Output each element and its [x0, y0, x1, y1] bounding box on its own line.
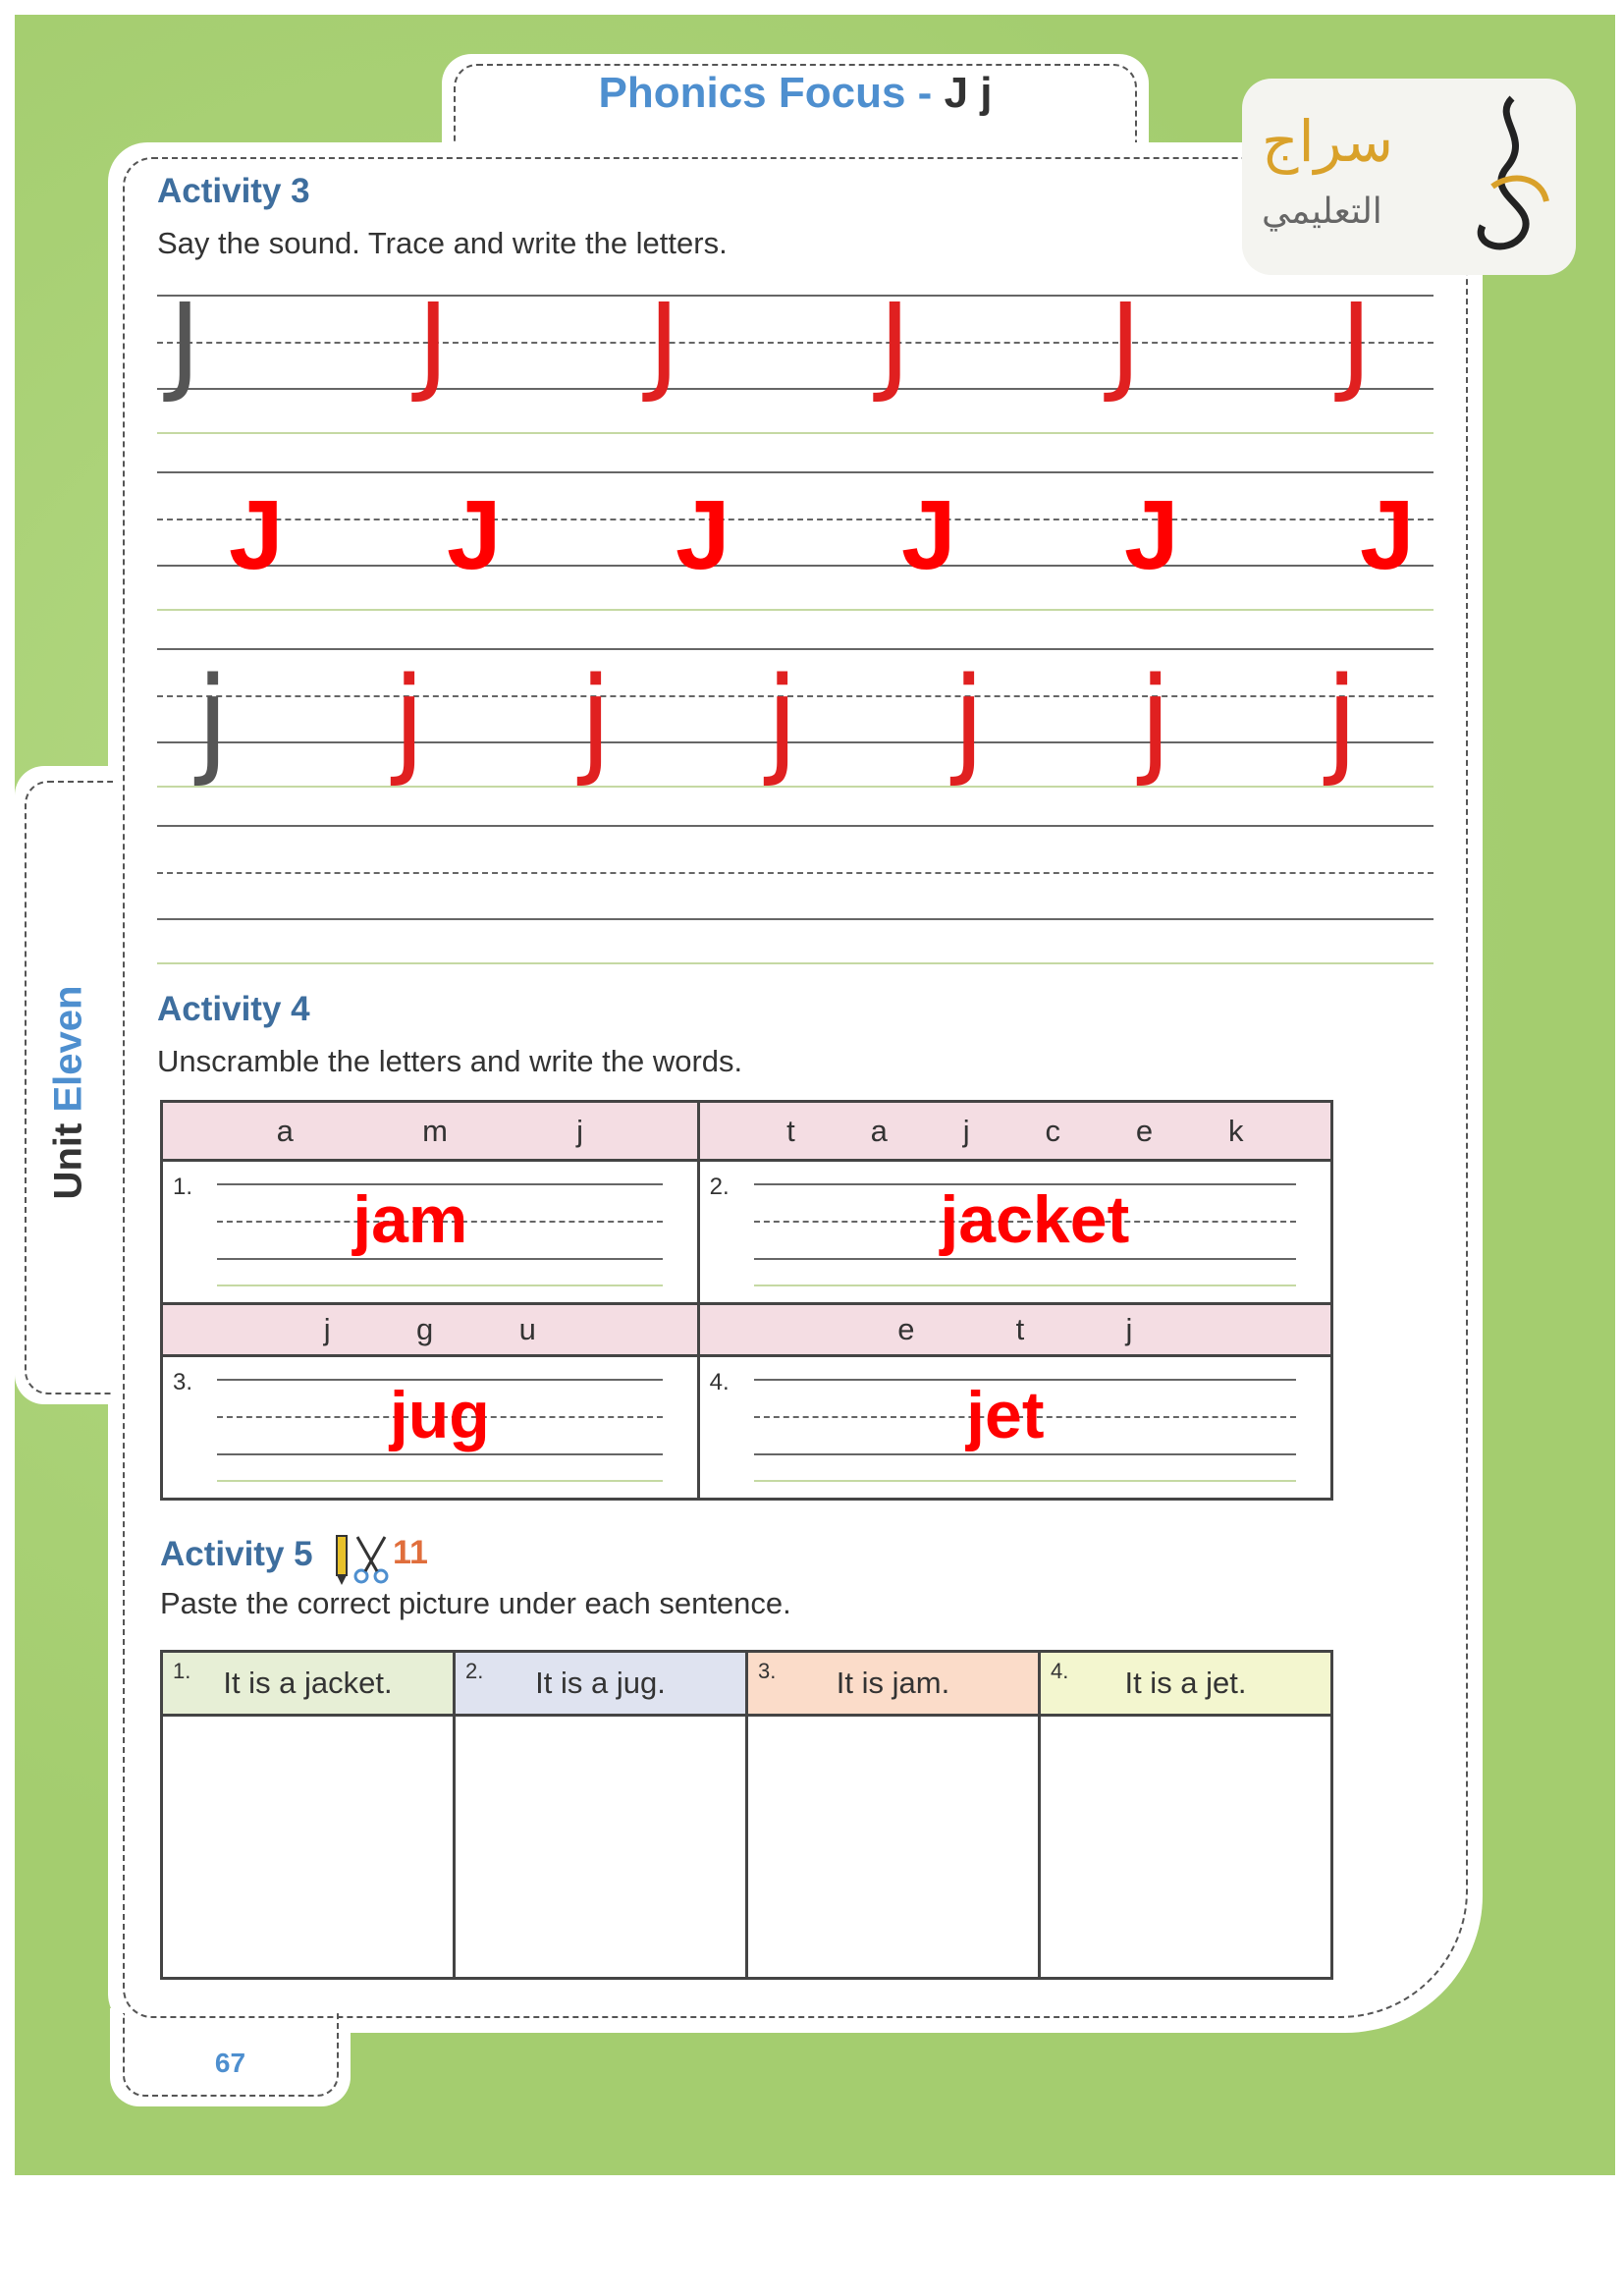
sentence-header [455, 1652, 747, 1716]
answer-cell[interactable] [162, 1161, 699, 1304]
guide-line [157, 565, 1434, 567]
guide-line [157, 648, 1434, 650]
paste-table [160, 1650, 1333, 1980]
picture-paste-area[interactable] [162, 1716, 455, 1979]
item-number: 1. [173, 1174, 193, 1200]
sentence-header [162, 1652, 455, 1716]
answer-word: jacket [940, 1182, 1130, 1257]
sentence-text: It is a jacket. [223, 1666, 393, 1700]
activity5-icons [334, 1532, 393, 1591]
guide-line [157, 295, 1434, 297]
letter: u [518, 1312, 536, 1346]
written-uppercase: J [1124, 480, 1179, 590]
trace-uppercase: J [648, 280, 680, 406]
guide-line [157, 825, 1434, 827]
guide-line [157, 388, 1434, 390]
activity3-title: Activity 3 [157, 172, 310, 210]
sentence-text: It is a jug. [535, 1666, 666, 1700]
letter: t [786, 1114, 795, 1148]
scrambled-letters [162, 1102, 699, 1161]
trace-lowercase: j [1325, 653, 1359, 790]
model-uppercase: J [169, 280, 201, 406]
answer-word: jam [352, 1182, 468, 1257]
trace-lowercase: j [1139, 653, 1172, 790]
picture-paste-area[interactable] [1040, 1716, 1332, 1979]
written-uppercase: J [901, 480, 956, 590]
sentence-header [747, 1652, 1040, 1716]
unit-label [47, 916, 91, 1270]
guide-line [157, 471, 1434, 473]
item-number: 4. [1051, 1659, 1069, 1683]
guide-line [157, 432, 1434, 434]
activity4-title: Activity 4 [157, 990, 310, 1028]
item-number: 3. [758, 1659, 777, 1683]
sentence-text: It is jam. [836, 1666, 950, 1700]
unscramble-table [160, 1100, 1333, 1501]
activity5-title: Activity 5 [160, 1535, 313, 1573]
scrambled-letters [162, 1304, 699, 1356]
letter: e [897, 1312, 915, 1346]
item-number: 4. [709, 1369, 730, 1395]
activity4-instruction: Unscramble the letters and write the words. [157, 1044, 743, 1078]
guide-line [157, 342, 1434, 344]
trace-uppercase: J [1340, 280, 1373, 406]
page-number: 67 [214, 2048, 246, 2078]
trace-uppercase: J [879, 280, 911, 406]
guide-line [157, 609, 1434, 611]
written-uppercase: J [229, 480, 284, 590]
guide-line [157, 962, 1434, 964]
scrambled-letters [698, 1304, 1331, 1356]
picture-paste-area[interactable] [455, 1716, 747, 1979]
activity5-page-ref: 11 [393, 1534, 428, 1571]
guide-line [157, 918, 1434, 920]
title-letters: J j [944, 69, 993, 117]
answer-cell[interactable] [698, 1356, 1331, 1500]
activity3-instruction: Say the sound. Trace and write the letters. [157, 226, 728, 260]
answer-cell[interactable] [698, 1161, 1331, 1304]
letter: j [962, 1114, 970, 1148]
item-number: 2. [465, 1659, 484, 1683]
letter: j [1125, 1312, 1133, 1346]
page-title [442, 69, 1149, 118]
model-lowercase: j [196, 653, 230, 790]
written-uppercase: J [676, 480, 730, 590]
letter: e [1135, 1114, 1154, 1148]
letter: j [576, 1114, 584, 1148]
answer-word: jug [389, 1378, 490, 1452]
item-number: 3. [173, 1369, 193, 1395]
letter: c [1045, 1114, 1060, 1148]
logo-emblem-icon [1453, 79, 1571, 275]
sentence-header [1040, 1652, 1332, 1716]
item-number: 1. [173, 1659, 191, 1683]
title-text: Phonics Focus - [598, 69, 933, 117]
sentence-text: It is a jet. [1124, 1666, 1247, 1700]
pencil-icon [337, 1536, 347, 1575]
written-uppercase: J [447, 480, 502, 590]
letter: j [323, 1312, 331, 1346]
publisher-logo [1242, 79, 1576, 275]
unit-number-word: Eleven [46, 985, 90, 1113]
letter: a [276, 1114, 294, 1148]
guide-line [157, 872, 1434, 874]
trace-uppercase: J [417, 280, 450, 406]
letter: a [870, 1114, 888, 1148]
letter: k [1228, 1114, 1244, 1148]
logo-subtitle: التعليمي [1262, 191, 1382, 232]
item-number: 2. [709, 1174, 730, 1200]
written-uppercase: J [1360, 480, 1415, 590]
unit-word: Unit [46, 1122, 90, 1200]
letter: g [416, 1312, 434, 1346]
letter: t [1015, 1312, 1025, 1346]
logo-name: سراج [1262, 108, 1394, 175]
trace-uppercase: J [1109, 280, 1142, 406]
trace-lowercase: j [393, 653, 426, 790]
trace-lowercase: j [766, 653, 799, 790]
guide-line [157, 519, 1434, 520]
answer-word: jet [966, 1378, 1045, 1452]
picture-paste-area[interactable] [747, 1716, 1040, 1979]
scissors-icon [355, 1537, 387, 1582]
trace-lowercase: j [952, 653, 986, 790]
trace-lowercase: j [579, 653, 613, 790]
activity5-instruction: Paste the correct picture under each sentence. [160, 1586, 791, 1620]
letter: m [422, 1114, 448, 1148]
scrambled-letters [698, 1102, 1331, 1161]
answer-cell[interactable] [162, 1356, 699, 1500]
